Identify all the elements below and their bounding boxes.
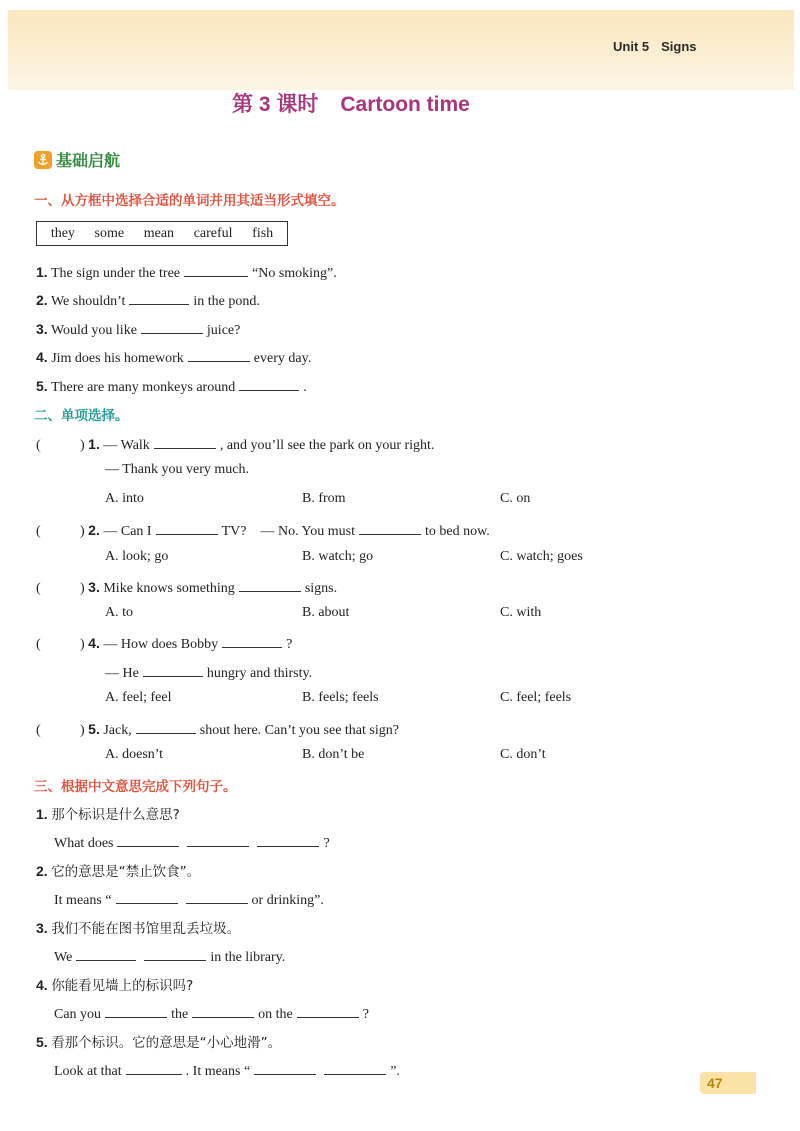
- fill-item-5: 5. There are many monkeys around .: [36, 378, 307, 395]
- word-item: fish: [252, 225, 274, 241]
- option-a[interactable]: A. feel; feel: [105, 690, 172, 705]
- option-b[interactable]: B. from: [302, 491, 346, 506]
- choice-q1-reply: — Thank you very much.: [105, 462, 249, 477]
- option-a[interactable]: A. look; go: [105, 549, 169, 564]
- translate-item-2-en: It means “ or drinking”.: [54, 889, 324, 909]
- answer-paren[interactable]: (: [36, 524, 41, 539]
- translate-item-4-cn: 4. 你能看见墙上的标识吗?: [36, 977, 194, 994]
- option-c[interactable]: C. with: [500, 605, 542, 620]
- unit-topic: Signs: [661, 39, 697, 54]
- fill-item-3: 3. Would you like juice?: [36, 321, 241, 338]
- answer-paren[interactable]: (: [36, 723, 41, 738]
- answer-paren[interactable]: (: [36, 438, 41, 453]
- answer-blank[interactable]: [188, 347, 250, 362]
- fill-item-2: 2. We shouldn’t in the pond.: [36, 292, 260, 309]
- translate-item-3-cn: 3. 我们不能在图书馆里乱丢垃圾。: [36, 920, 241, 937]
- answer-paren[interactable]: (: [36, 637, 41, 652]
- answer-blank[interactable]: [116, 889, 178, 904]
- word-item: mean: [143, 225, 175, 241]
- option-a[interactable]: A. doesn’t: [105, 747, 164, 762]
- answer-blank[interactable]: [186, 889, 248, 904]
- answer-blank[interactable]: [324, 1060, 386, 1075]
- section-title: 基础启航: [56, 153, 121, 170]
- unit-label: [613, 39, 697, 54]
- word-box: [36, 221, 288, 246]
- lesson-en: Cartoon time: [340, 93, 470, 116]
- option-b[interactable]: B. about: [302, 605, 350, 620]
- fill-item-4: 4. Jim does his homework every day.: [36, 349, 312, 366]
- answer-blank[interactable]: [254, 1060, 316, 1075]
- answer-blank[interactable]: [184, 262, 248, 277]
- answer-blank[interactable]: [192, 1003, 254, 1018]
- answer-blank[interactable]: [187, 832, 249, 847]
- answer-blank[interactable]: [257, 832, 319, 847]
- option-a[interactable]: A. into: [105, 491, 144, 506]
- word-item: careful: [193, 225, 233, 241]
- translate-item-1-cn: 1. 那个标识是什么意思?: [36, 806, 180, 823]
- translate-item-4-en: Can you the on the ?: [54, 1003, 369, 1023]
- option-c[interactable]: C. don’t: [500, 747, 546, 762]
- part2-heading: 二、单项选择。: [34, 408, 129, 424]
- answer-blank[interactable]: [156, 520, 218, 535]
- answer-blank[interactable]: [126, 1060, 182, 1075]
- page-number: 47: [700, 1072, 756, 1094]
- choice-question-4: ( ) 4. — How does Bobby ?: [36, 635, 293, 652]
- answer-blank[interactable]: [154, 434, 216, 449]
- option-b[interactable]: B. feels; feels: [302, 690, 379, 705]
- option-b[interactable]: B. don’t be: [302, 747, 365, 762]
- translate-item-3-en: We in the library.: [54, 946, 285, 966]
- answer-blank[interactable]: [143, 662, 203, 677]
- option-c[interactable]: C. on: [500, 491, 531, 506]
- option-c[interactable]: C. watch; goes: [500, 549, 583, 564]
- translate-item-2-cn: 2. 它的意思是“禁止饮食”。: [36, 863, 201, 880]
- answer-blank[interactable]: [239, 577, 301, 592]
- translate-item-5-cn: 5. 看那个标识。它的意思是“小心地滑”。: [36, 1034, 282, 1051]
- fill-item-1: 1. The sign under the tree “No smoking”.: [36, 264, 337, 281]
- answer-blank[interactable]: [117, 832, 179, 847]
- word-item: they: [50, 225, 75, 241]
- unit-number: Unit 5: [613, 39, 650, 54]
- translate-item-5-en: Look at that . It means “ ”.: [54, 1060, 400, 1080]
- answer-blank[interactable]: [105, 1003, 167, 1018]
- translate-item-1-en: What does ?: [54, 832, 330, 852]
- choice-question-3: ( ) 3. Mike knows something signs.: [36, 579, 338, 596]
- part3-heading: 三、根据中文意思完成下列句子。: [34, 779, 237, 795]
- answer-blank[interactable]: [144, 946, 206, 961]
- answer-blank[interactable]: [297, 1003, 359, 1018]
- answer-blank[interactable]: [239, 376, 299, 391]
- choice-question-1: ( ) 1. — Walk , and you’ll see the park on your right.: [36, 436, 435, 453]
- answer-blank[interactable]: [141, 319, 203, 334]
- answer-blank[interactable]: [359, 520, 421, 535]
- answer-paren[interactable]: (: [36, 581, 41, 596]
- answer-blank[interactable]: [136, 719, 196, 734]
- option-c[interactable]: C. feel; feels: [500, 690, 572, 705]
- word-item: some: [94, 225, 125, 241]
- answer-blank[interactable]: [129, 290, 189, 305]
- choice-question-5: ( ) 5. Jack, shout here. Can’t you see that sign?: [36, 721, 399, 738]
- choice-q4-reply: — He hungry and thirsty.: [105, 662, 312, 682]
- choice-question-2: ( ) 2. — Can I TV? — No. You must to bed now.: [36, 522, 490, 539]
- section-heading: [34, 148, 120, 171]
- answer-blank[interactable]: [222, 633, 282, 648]
- lesson-title: [232, 88, 470, 118]
- anchor-icon: [34, 151, 52, 169]
- part1-heading: 一、从方框中选择合适的单词并用其适当形式填空。: [34, 193, 345, 209]
- option-b[interactable]: B. watch; go: [302, 549, 374, 564]
- lesson-cn: 第 3 课时: [232, 93, 319, 116]
- option-a[interactable]: A. to: [105, 605, 133, 620]
- answer-blank[interactable]: [76, 946, 136, 961]
